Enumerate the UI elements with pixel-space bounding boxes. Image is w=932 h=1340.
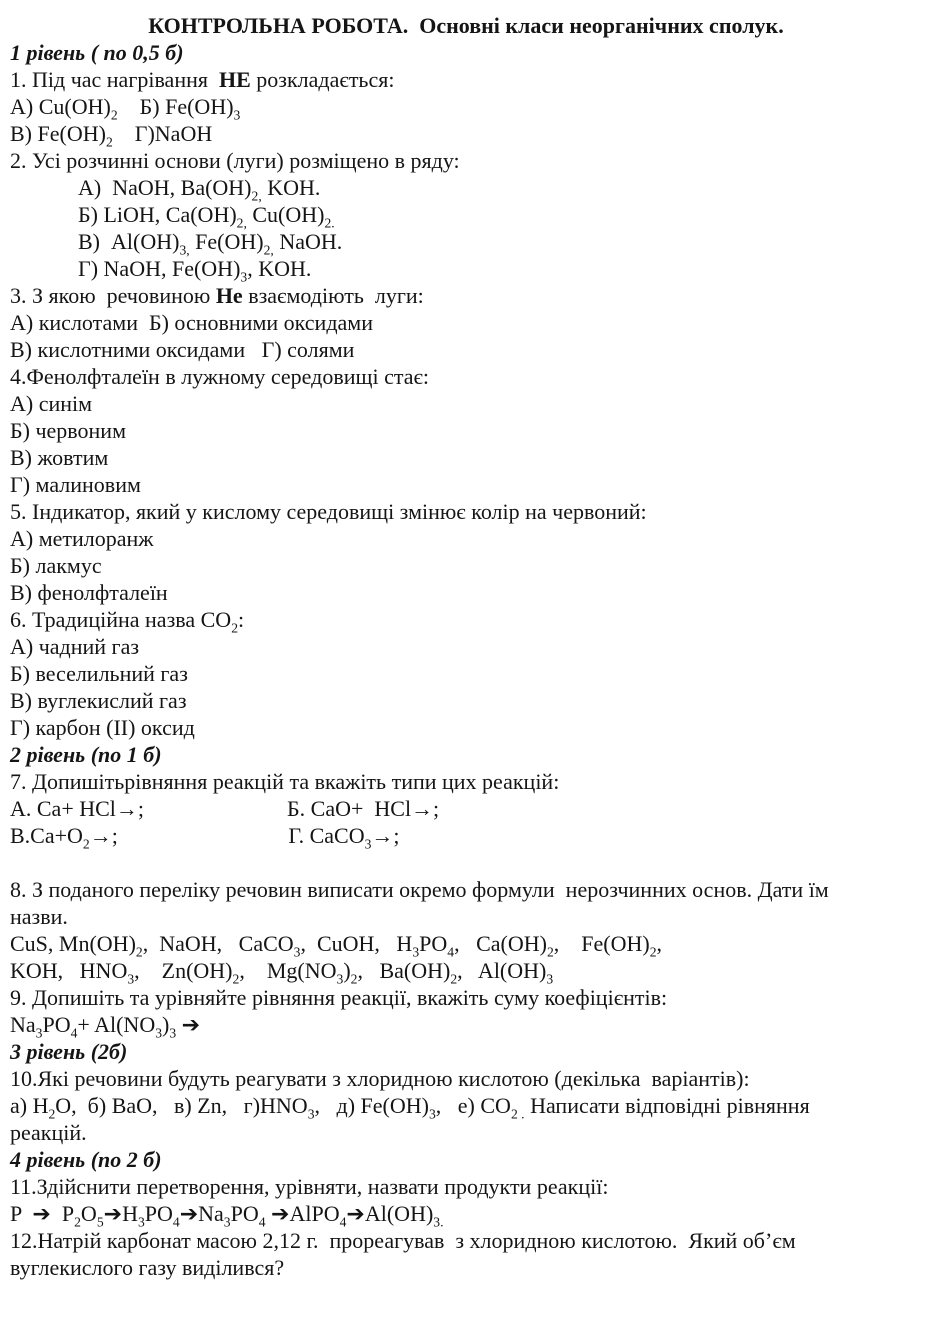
document-line: 5. Індикатор, який у кислому середовищі змінює колір на червоний:	[10, 499, 647, 524]
document-line: $Na_3PO_4+ Al(NO_3)_3$ ➔	[10, 1012, 201, 1041]
document-line: А) кислотами Б) основними оксидами	[10, 310, 373, 335]
document-body	[10, 39, 922, 1281]
document-line: 6. Традиційна назва $CO_2$:	[10, 607, 245, 636]
document-line: а) $H_2O$, б) BaO, в) Zn, $г)HNO_3$, д) $Fe(OH)_3$, е) $CO_{2 .}$ Написати відповідні рівняння	[10, 1093, 810, 1122]
document-line: 8. З поданого переліку речовин виписати окремо формули нерозчинних основ. Дати їм	[10, 877, 829, 902]
document-line: 12.Натрій карбонат масою 2,12 г. прореагував з хлоридною кислотою. Який об’єм	[10, 1228, 796, 1253]
document-line: Б) веселильний газ	[10, 661, 188, 686]
document-line: Б) LiOH, $Ca(OH)_{2,}$ $Cu(OH)_{2.}$	[78, 202, 335, 231]
document-line: А) чадний газ	[10, 634, 140, 659]
document-line: 10.Які речовини будуть реагувати з хлоридною кислотою (декілька варіантів):	[10, 1066, 750, 1091]
document-line: 1. Під час нагрівання НЕ розкладається:	[10, 67, 395, 92]
document-line: P ➔ $P_2O_5➔H_3PO_4➔Na_3PO_4$ $➔AlPO_4➔Al(OH)_{3.}$	[10, 1201, 444, 1230]
document-line: 7. Допишітьрівняння реакцій та вкажіть типи цих реакцій:	[10, 769, 560, 794]
document-line: 3 рівень (2б)	[10, 1039, 128, 1064]
document-line	[10, 849, 922, 876]
document-line: 2 рівень (по 1 б)	[10, 742, 162, 767]
document-line: реакцій.	[10, 1120, 87, 1145]
document-line: 4.Фенолфталеїн в лужному середовищі стає:	[10, 364, 430, 389]
document-line: А. Ca+ HCl→; Б. CaO+ HCl→;	[10, 796, 440, 821]
document-line: 11.Здійснити перетворення, урівняти, назвати продукти реакції:	[10, 1174, 609, 1199]
document-line: Г) карбон (ІІ) оксид	[10, 715, 195, 740]
document-line: $В.Ca+O_2\to$; Г. CaCO$_3$→;	[10, 823, 400, 852]
document-line: В) $Al(OH)_{3,}$ $Fe(OH)_{2,}$ NaOH.	[78, 229, 343, 258]
document-line: А) NaOH, $Ba(OH)_{2,}$ KOH.	[78, 175, 321, 204]
document-line: Б) червоним	[10, 418, 126, 443]
document-line: 2. Усі розчинні основи (луги) розміщено в ряду:	[10, 148, 460, 173]
document-line: В) фенолфталеїн	[10, 580, 168, 605]
document-line: Г) NaOH, $Fe(OH)_3$, KOH.	[78, 256, 312, 285]
document-line: вуглекислого газу виділився?	[10, 1255, 285, 1280]
document-line: В) $Fe(OH)_2$ Г)NaOH	[10, 121, 213, 150]
document-line: В) жовтим	[10, 445, 109, 470]
document-line: В) вуглекислий газ	[10, 688, 187, 713]
document-line: Б) лакмус	[10, 553, 102, 578]
document-line: 4 рівень (по 2 б)	[10, 1147, 162, 1172]
document-line: KOH, $HNO_3$, $Zn(OH)_2$, $Mg(NO_3)_2$, $Ba(OH)_2$, $Al(OH)_3$	[10, 958, 554, 987]
document-line: CuS, $Mn(OH)_2$, NaOH, CaCO$_3$, CuOH, $H_3PO_4$, $Ca(OH)_2$, $Fe(OH)_2$,	[10, 931, 662, 960]
document-line: А) синім	[10, 391, 93, 416]
document-line: А) метилоранж	[10, 526, 154, 551]
document-line: 9. Допишіть та урівняйте рівняння реакції, вкажіть суму коефіцієнтів:	[10, 985, 668, 1010]
document-line: 1 рівень ( по 0,5 б)	[10, 40, 184, 65]
document-line: назви.	[10, 904, 68, 929]
document-line: 3. З якою речовиною Не взаємодіють луги:	[10, 283, 424, 308]
document-line: Г) малиновим	[10, 472, 141, 497]
document-line: А) $Cu(OH)_2$ Б) $Fe(OH)_3$	[10, 94, 241, 123]
document-title: КОНТРОЛЬНА РОБОТА. Основні класи неорганічних сполук.	[148, 13, 784, 38]
document-line: В) кислотними оксидами Г) солями	[10, 337, 355, 362]
